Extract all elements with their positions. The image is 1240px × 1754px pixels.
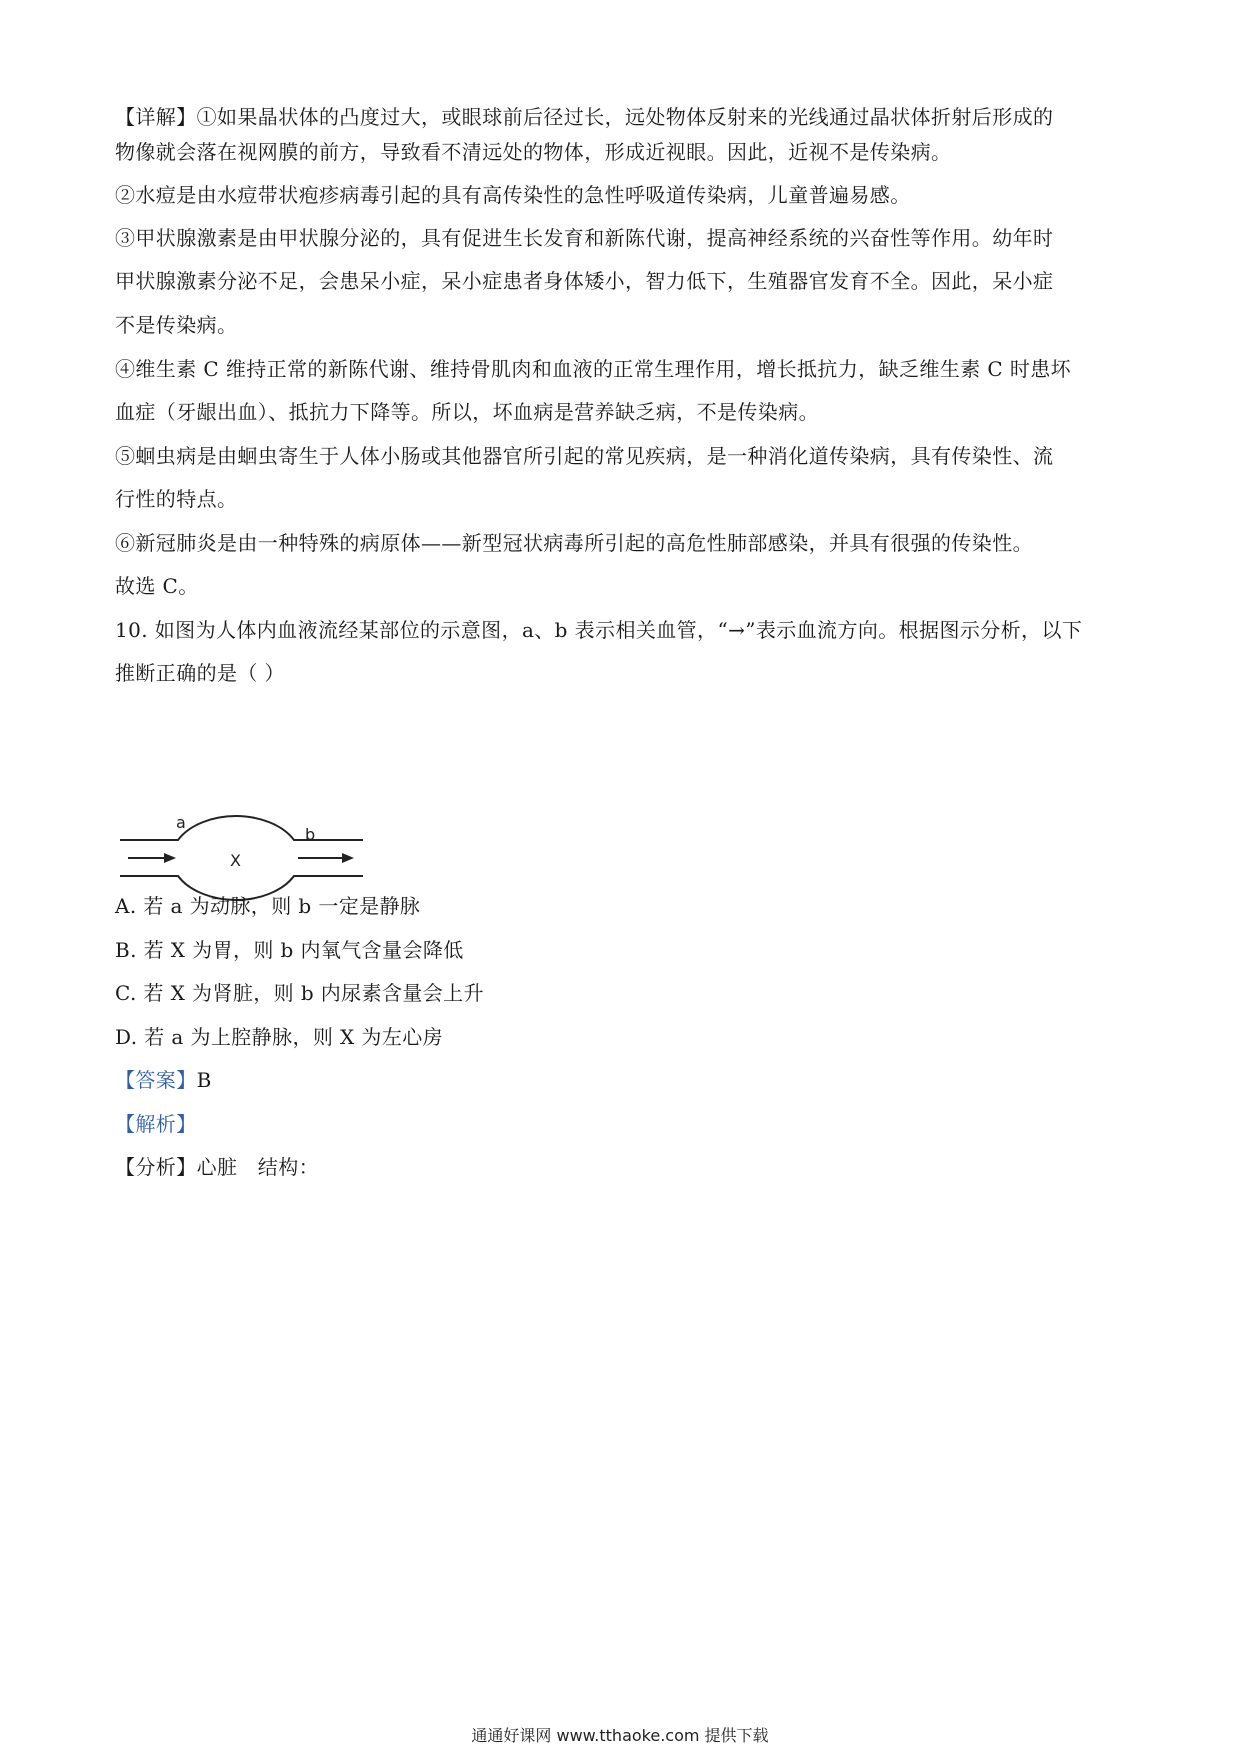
option-c: C. 若 X 为肾脏，则 b 内尿素含量会上升 <box>115 981 484 1005</box>
page-footer: 通通好课网 www.tthaoke.com 提供下载 <box>471 1726 769 1745</box>
detail-line-7: ④维生素 C 维持正常的新陈代谢、维持骨肌肉和血液的正常生理作用，增长抵抗力，缺乏维生素 C 时患坏 <box>115 357 1072 381</box>
analysis-label: 【解析】 <box>115 1112 197 1136</box>
question-stem-line-1: 10. 如图为人体内血液流经某部位的示意图，a、b 表示相关血管，“→”表示血流方向。根据图示分析，以下 <box>115 618 1083 642</box>
arrow-in-head <box>164 853 176 863</box>
question-stem-line-2: 推断正确的是（ ） <box>115 661 285 685</box>
vessel-upper-wall <box>120 816 363 840</box>
detail-line-10: 行性的特点。 <box>115 487 238 511</box>
answer-value: B <box>196 1068 212 1092</box>
fenxi-line: 【分析】心脏 结构： <box>115 1155 319 1179</box>
option-a: A. 若 a 为动脉，则 b 一定是静脉 <box>115 894 421 918</box>
detail-line-3: ②水痘是由水痘带状疱疹病毒引起的具有高传染性的急性呼吸道传染病，儿童普遍易感。 <box>115 183 911 207</box>
detail-line-8: 血症（牙龈出血）、抵抗力下降等。所以，坏血病是营养缺乏病，不是传染病。 <box>115 400 819 424</box>
answer-line <box>115 1065 1135 1095</box>
detail-line-9: ⑤蛔虫病是由蛔虫寄生于人体小肠或其他器官所引起的常见疾病，是一种消化道传染病，具有传染性、流 <box>115 444 1054 468</box>
arrow-out-head <box>342 853 354 863</box>
option-d: D. 若 a 为上腔静脉，则 X 为左心房 <box>115 1025 444 1049</box>
label-b: b <box>305 825 316 844</box>
detail-line-4: ③甲状腺激素是由甲状腺分泌的，具有促进生长发育和新陈代谢，提高神经系统的兴奋性等作用。幼年时 <box>115 226 1054 250</box>
detail-line-1: 【详解】①如果晶状体的凸度过大，或眼球前后径过长，远处物体反射来的光线通过晶状体折射后形成的 <box>115 105 1054 129</box>
detail-line-12: 故选 C。 <box>115 574 199 598</box>
label-a: a <box>176 813 186 832</box>
answer-label: 【答案】 <box>115 1068 197 1092</box>
detail-line-5: 甲状腺激素分泌不足，会患呆小症，呆小症患者身体矮小，智力低下，生殖器官发育不全。因此，呆小症 <box>115 269 1054 293</box>
detail-line-11: ⑥新冠肺炎是由一种特殊的病原体——新型冠状病毒所引起的高危性肺部感染，并具有很强的传染性。 <box>115 531 1033 555</box>
detail-line-2: 物像就会落在视网膜的前方，导致看不清远处的物体，形成近视眼。因此，近视不是传染病。 <box>115 140 952 164</box>
option-b: B. 若 X 为胃，则 b 内氧气含量会降低 <box>115 938 464 962</box>
detail-line-6: 不是传染病。 <box>115 313 238 337</box>
label-x: X <box>230 851 241 870</box>
